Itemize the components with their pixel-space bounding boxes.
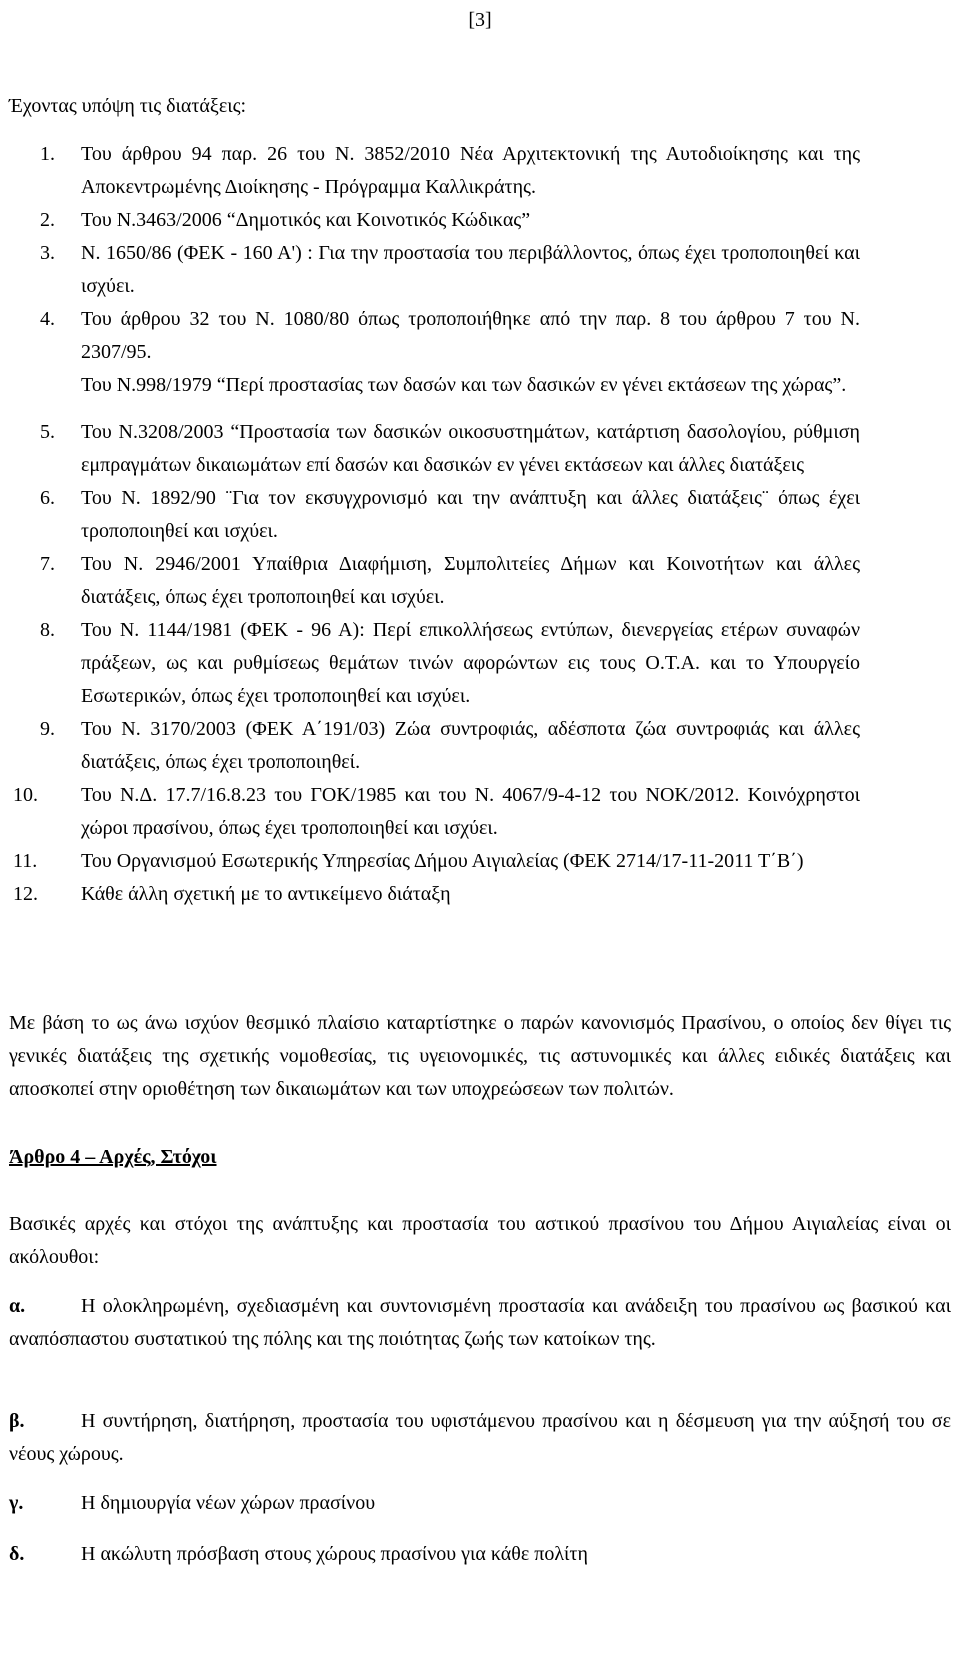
list-item bbox=[0, 548, 860, 614]
list-item bbox=[0, 303, 860, 402]
item-text: Του Ν. 1892/90 ¨Για τον εκσυγχρονισμό και την ανάπτυξη και άλλες διατάξεις¨ όπως έχει τροποποιηθεί και ισχύει. bbox=[81, 487, 860, 542]
item-number: 3. bbox=[40, 242, 55, 264]
list-item bbox=[0, 416, 860, 482]
goal-item bbox=[9, 1538, 951, 1571]
item-text: Ν. 1650/86 (ΦΕΚ - 160 Α') : Για την προστασία του περιβάλλοντος, όπως έχει τροποποιηθεί και ισχύει. bbox=[81, 242, 860, 297]
item-text: Του άρθρου 94 παρ. 26 του Ν. 3852/2010 Νέα Αρχιτεκτονική της Αυτοδιοίκησης και της Αποκεντρωμένης Διοίκησης - Πρόγραμμα Καλλικράτης. bbox=[81, 143, 860, 198]
legal-provisions-list bbox=[0, 138, 860, 911]
list-item bbox=[0, 614, 860, 713]
item-number: 6. bbox=[40, 487, 55, 509]
page-number: [3] bbox=[468, 9, 492, 31]
goal-text: Η δημιουργία νέων χώρων πρασίνου bbox=[81, 1492, 376, 1514]
item-text: Του Οργανισμού Εσωτερικής Υπηρεσίας Δήμου Αιγιαλείας (ΦΕΚ 2714/17-11-2011 Τ΄Β΄) bbox=[81, 850, 804, 872]
item-text: Του Ν.3208/2003 “Προστασία των δασικών οικοσυστημάτων, κατάρτιση δασολογίου, ρύθμιση εμπραγμάτων δικαιωμάτων επί δασών και δασικών εν γένει εκτάσεων και άλλες διατάξεις bbox=[81, 421, 860, 476]
goal-letter: δ. bbox=[9, 1543, 25, 1565]
item-text: Του Ν. 3170/2003 (ΦΕΚ Α΄191/03) Ζώα συντροφιάς, αδέσποτα ζώα συντροφιάς και άλλες διατάξεις, όπως έχει τροποποιηθεί. bbox=[81, 718, 860, 773]
goal-letter: β. bbox=[9, 1410, 25, 1432]
article-intro: Βασικές αρχές και στόχοι της ανάπτυξης και προστασία του αστικού πρασίνου του Δήμου Αιγιαλείας είναι οι ακόλουθοι: bbox=[9, 1213, 951, 1268]
item-text: Του Ν.Δ. 17.7/16.8.23 του ΓΟΚ/1985 και του Ν. 4067/9-4-12 του ΝΟΚ/2012. Κοινόχρηστοι χώροι πρασίνου, όπως έχει τροποποιηθεί και ισχύει. bbox=[81, 784, 860, 839]
goal-letter: α. bbox=[9, 1295, 26, 1317]
legal-framework-paragraph: Με βάση το ως άνω ισχύον θεσμικό πλαίσιο καταρτίστηκε ο παρών κανονισμός Πρασίνου, ο οποίος δεν θίγει τις γενικές διατάξεις της σχετικής νομοθεσίας, τις υγειονομικές, τις αστυνομικές και άλλες ειδικές διατάξεις και αποσκοπεί στην οριοθέτηση των δικαιωμάτων και των υποχρεώσεων των πολιτών. bbox=[9, 1012, 951, 1100]
article-heading: Άρθρο 4 – Αρχές, Στόχοι bbox=[9, 1146, 217, 1168]
list-item bbox=[0, 204, 860, 237]
item-number: 10. bbox=[13, 784, 38, 806]
item-text: Του άρθρου 32 του Ν. 1080/80 όπως τροποποιήθηκε από την παρ. 8 του άρθρου 7 του Ν. 2307/95. bbox=[81, 308, 860, 363]
list-item bbox=[0, 845, 860, 878]
list-item bbox=[0, 482, 860, 548]
item-number: 7. bbox=[40, 553, 55, 575]
goal-text: Η ακώλυτη πρόσβαση στους χώρους πρασίνου για κάθε πολίτη bbox=[81, 1543, 588, 1565]
item-text: Κάθε άλλη σχετική με το αντικείμενο διάταξη bbox=[81, 883, 451, 905]
item-text: Του Ν. 1144/1981 (ΦΕΚ - 96 Α): Περί επικολλήσεως εντύπων, διενεργείας ετέρων συναφών πράξεων, ως και ρυθμίσεως θεμάτων τινών αφορώντων εις τους Ο.Τ.Α. και το Υπουργείο Εσωτερικών, όπως έχει τροποποιηθεί και ισχύει. bbox=[81, 619, 860, 707]
item-number: 8. bbox=[40, 619, 55, 641]
item-text: Του Ν. 2946/2001 Υπαίθρια Διαφήμιση, Συμπολιτείες Δήμων και Κοινοτήτων και άλλες διατάξεις, όπως έχει τροποποιηθεί και ισχύει. bbox=[81, 553, 860, 608]
item-number: 11. bbox=[13, 850, 38, 872]
list-item bbox=[0, 713, 860, 779]
list-item bbox=[0, 779, 860, 845]
item-text: Του Ν.3463/2006 “Δημοτικός και Κοινοτικός Κώδικας” bbox=[81, 209, 531, 231]
goal-item bbox=[9, 1405, 951, 1471]
item-number: 9. bbox=[40, 718, 55, 740]
list-item bbox=[0, 138, 860, 204]
goal-text: Η συντήρηση, διατήρηση, προστασία του υφιστάμενου πρασίνου και η δέσμευση για την αύξησή του σε νέους χώρους. bbox=[9, 1410, 951, 1465]
goal-letter: γ. bbox=[9, 1492, 24, 1514]
item-subtext: Του Ν.998/1979 “Περί προστασίας των δασών και των δασικών εν γένει εκτάσεων της χώρας”. bbox=[81, 374, 847, 396]
list-item bbox=[0, 237, 860, 303]
goal-item bbox=[9, 1487, 951, 1520]
item-number: 4. bbox=[40, 308, 55, 330]
item-number: 5. bbox=[40, 421, 55, 443]
item-number: 12. bbox=[13, 883, 38, 905]
list-item bbox=[0, 878, 860, 911]
item-number: 1. bbox=[40, 143, 55, 165]
goal-item bbox=[9, 1290, 951, 1356]
item-number: 2. bbox=[40, 209, 55, 231]
goal-text: Η ολοκληρωμένη, σχεδιασμένη και συντονισμένη προστασία και ανάδειξη του πρασίνου ως βασικού και αναπόσπαστου συστατικού της πόλης και της ποιότητας ζωής των κατοίκων της. bbox=[9, 1295, 951, 1350]
intro-text: Έχοντας υπόψη τις διατάξεις: bbox=[9, 95, 247, 117]
